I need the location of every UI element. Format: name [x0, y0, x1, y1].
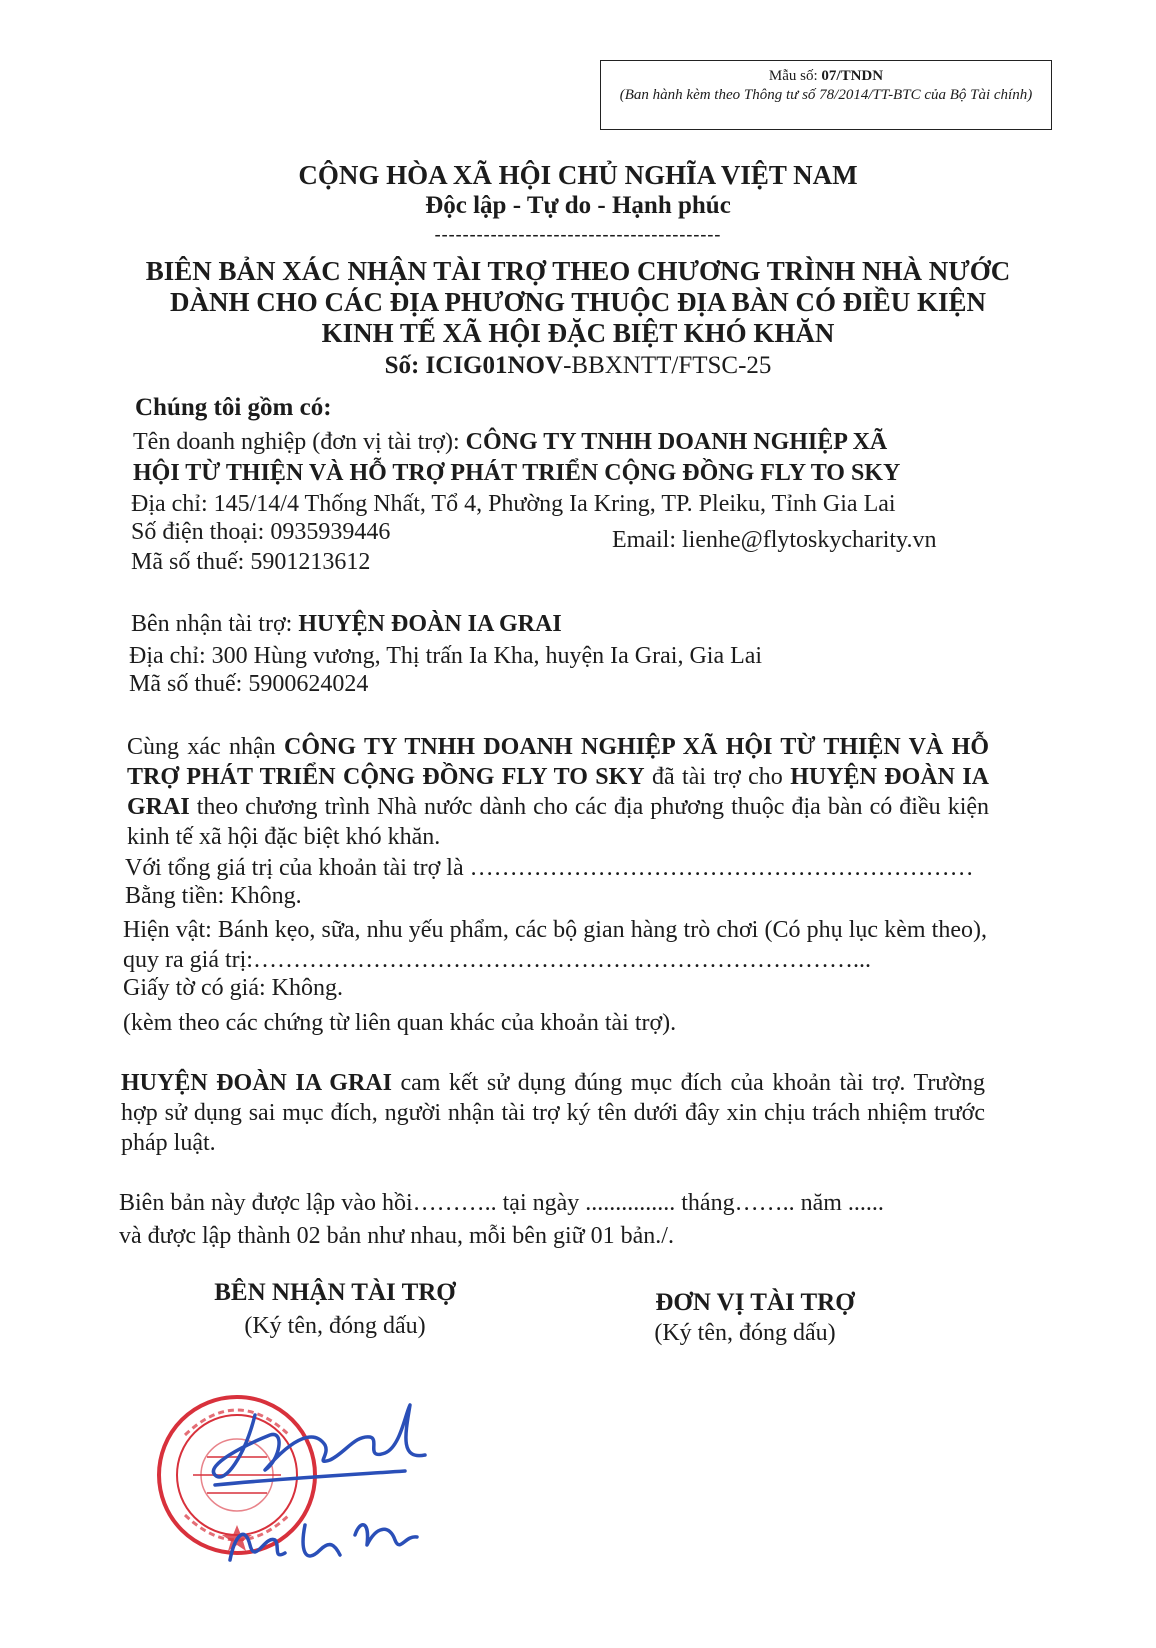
recipient-signature-title: BÊN NHẬN TÀI TRỢ — [214, 1279, 456, 1306]
confirmation-mid: đã tài trợ cho — [652, 764, 783, 790]
confirmation-paragraph — [127, 732, 989, 852]
handwritten-signature — [213, 1405, 425, 1560]
sponsor-name-part-1: CÔNG TY TNHH DOANH NGHIỆP XÃ — [465, 429, 888, 455]
recipient-signature-note: (Ký tên, đóng dấu) — [244, 1313, 426, 1339]
confirmation-lead: Cùng xác nhận — [127, 734, 276, 760]
sponsor-tax-code: Mã số thuế: 5901213612 — [131, 549, 371, 575]
document-title-line-3: KINH TẾ XÃ HỘI ĐẶC BIỆT KHÓ KHĂN — [321, 318, 835, 348]
valuable-papers-line: Giấy tờ có giá: Không. — [123, 975, 343, 1001]
form-code-prefix: Mẫu số: — [768, 68, 818, 84]
closing-line-2: và được lập thành 02 bản như nhau, mỗi bên giữ 01 bản./. — [119, 1223, 674, 1249]
recipient-address: Địa chỉ: 300 Hùng vương, Thị trấn Ia Kha, huyện Ia Grai, Gia Lai — [129, 643, 763, 669]
commitment-recipient: HUYỆN ĐOÀN IA GRAI — [121, 1070, 392, 1096]
document-title-line-2: DÀNH CHO CÁC ĐỊA PHƯƠNG THUỘC ĐỊA BÀN CÓ ĐIỀU KIỆN — [169, 287, 987, 317]
recipient-tax-code: Mã số thuế: 5900624024 — [129, 671, 369, 697]
sponsor-name-line-1 — [133, 428, 887, 457]
closing-line-1: Biên bản này được lập vào hồi……….. tại ngày ............... tháng…….. năm ...... — [119, 1190, 884, 1216]
form-code-note: (Ban hành kèm theo Thông tư số 78/2014/TT-BTC của Bộ Tài chính) — [619, 87, 1033, 103]
sponsor-email: Email: lienhe@flytoskycharity.vn — [612, 527, 937, 553]
heading-divider: ----------------------------------------- — [434, 224, 722, 244]
form-code-box — [600, 60, 1052, 130]
sponsor-signature-note: (Ký tên, đóng dấu) — [654, 1320, 836, 1346]
sponsor-address: Địa chỉ: 145/14/4 Thống Nhất, Tổ 4, Phường Ia Kring, TP. Pleiku, Tỉnh Gia Lai — [131, 491, 896, 517]
document-title-line-1: BIÊN BẢN XÁC NHẬN TÀI TRỢ THEO CHƯƠNG TRÌNH NHÀ NƯỚC — [145, 256, 1011, 286]
confirmation-recipient: HUYỆN ĐOÀN IA GRAI — [127, 764, 989, 820]
attachments-line: (kèm theo các chứng từ liên quan khác của khoản tài trợ). — [123, 1010, 677, 1036]
cash-line: Bằng tiền: Không. — [125, 883, 302, 909]
form-code: 07/TNDN — [821, 68, 884, 84]
document-title — [0, 256, 1156, 349]
sponsor-phone: Số điện thoại: 0935939446 — [131, 519, 391, 545]
recipient-name: HUYỆN ĐOÀN IA GRAI — [298, 611, 562, 637]
form-code-line — [601, 67, 1051, 86]
motto-heading: Độc lập - Tự do - Hạnh phúc — [425, 192, 731, 219]
sponsor-name-line-2: HỘI TỪ THIỆN VÀ HỖ TRỢ PHÁT TRIỂN CỘNG ĐỒNG FLY TO SKY — [133, 460, 901, 486]
sponsor-signature-title: ĐƠN VỊ TÀI TRỢ — [655, 1289, 855, 1316]
document-number-suffix: -BBXNTT/FTSC-25 — [563, 352, 772, 379]
recipient-label: Bên nhận tài trợ: — [131, 611, 293, 637]
commitment-text: cam kết sử dụng đúng mục đích của khoản tài trợ. Trường hợp sử dụng sai mục đích, người nhận tài trợ ký tên dưới đây xin chịu trách nhiệm trước pháp luật. — [121, 1070, 986, 1156]
recipient-line — [131, 610, 562, 639]
confirmation-tail: theo chương trình Nhà nước dành cho các địa phương thuộc địa bàn có điều kiện kinh tế xã hội đặc biệt khó khăn. — [127, 794, 990, 850]
confirmation-company: CÔNG TY TNHH DOANH NGHIỆP XÃ HỘI TỪ THIỆN VÀ HỖ TRỢ PHÁT TRIỂN CỘNG ĐỒNG FLY TO SKY — [127, 734, 989, 790]
sponsor-name-label: Tên doanh nghiệp (đơn vị tài trợ): — [133, 429, 460, 455]
document-number-code: ICIG01NOV — [425, 352, 564, 379]
parties-intro: Chúng tôi gồm có: — [135, 394, 332, 421]
document-number-label: Số: — [384, 352, 420, 379]
stamp-and-signature — [155, 1375, 455, 1580]
red-stamp — [159, 1397, 315, 1553]
nation-heading: CỘNG HÒA XÃ HỘI CHỦ NGHĨA VIỆT NAM — [298, 160, 858, 190]
total-value-line: Với tổng giá trị của khoản tài trợ là ……………………………………………………… — [125, 855, 974, 881]
document-number — [0, 352, 1156, 380]
commitment-paragraph — [121, 1068, 985, 1158]
in-kind-line: Hiện vật: Bánh kẹo, sữa, nhu yếu phẩm, các bộ gian hàng trò chơi (Có phụ lục kèm theo), quy ra giá trị:…………………………………………………………………... — [123, 917, 987, 973]
